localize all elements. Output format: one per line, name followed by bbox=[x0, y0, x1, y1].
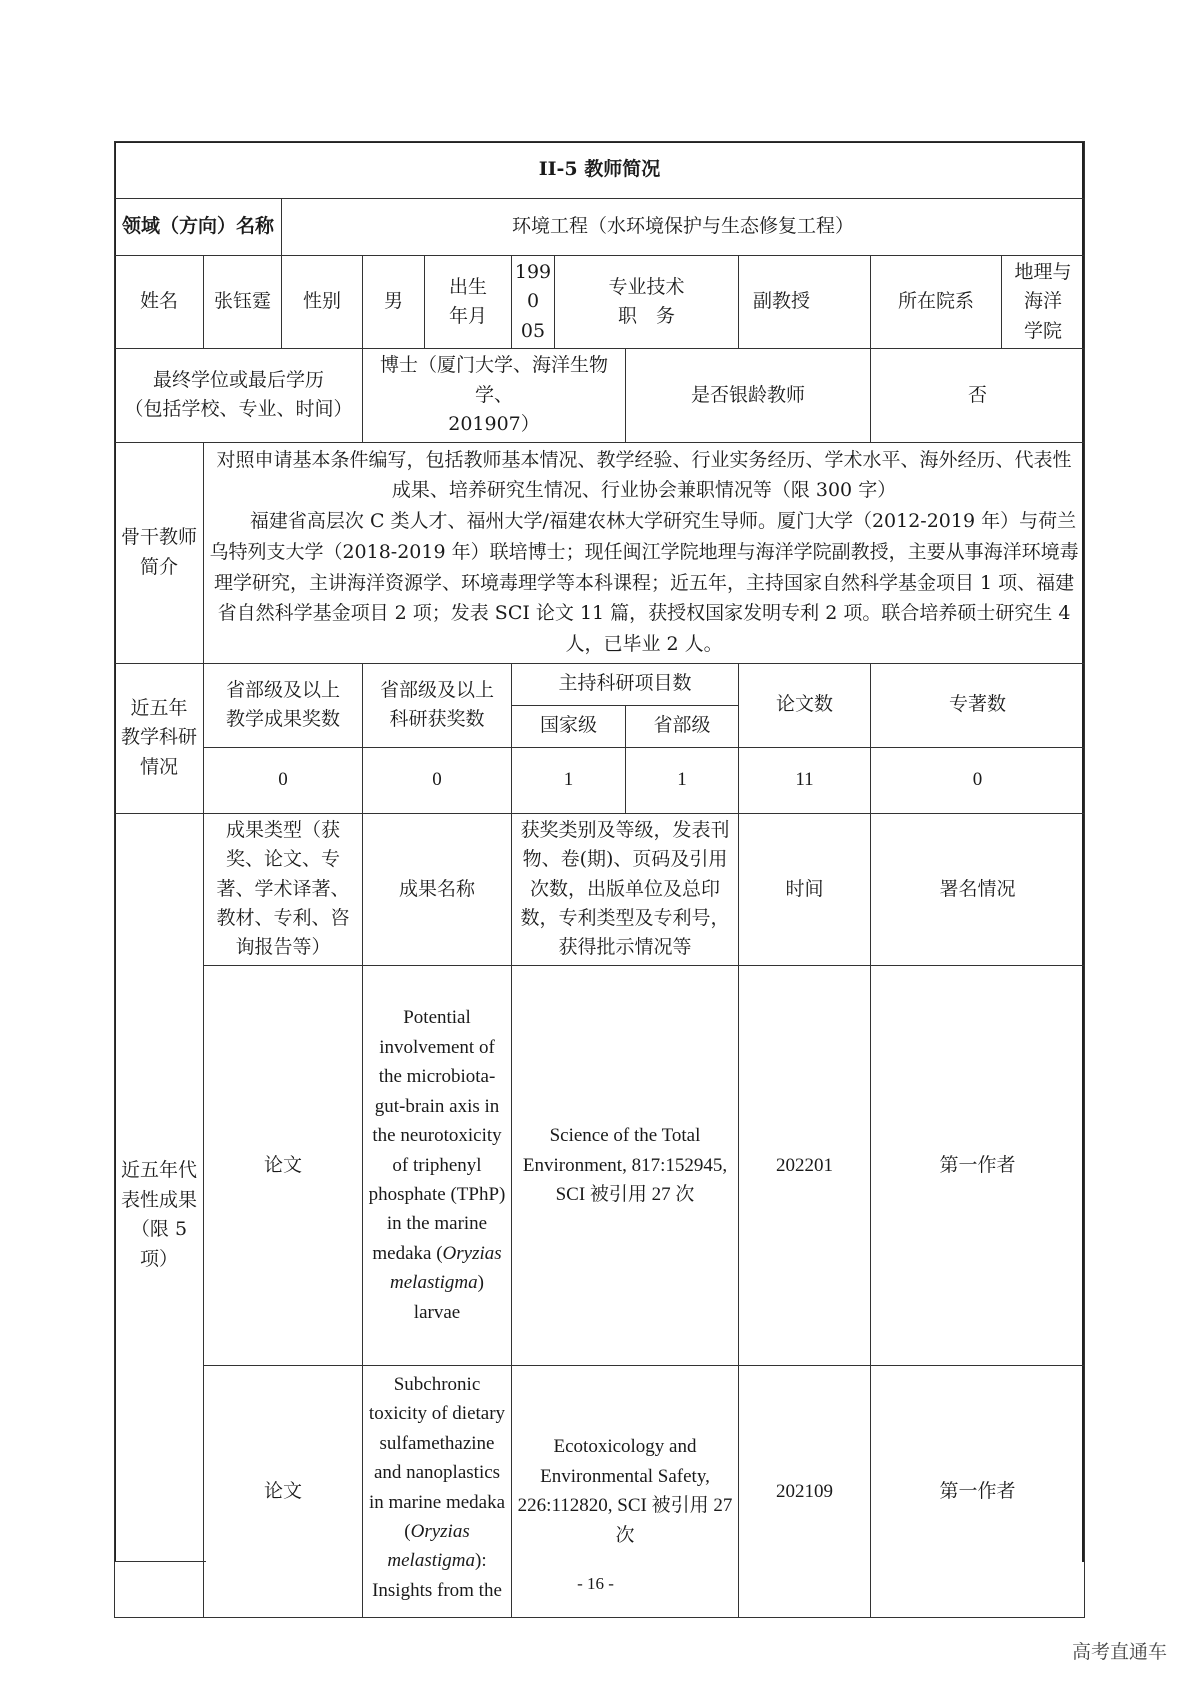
recent-label-line2: 教学科研 bbox=[120, 726, 197, 749]
achievement-type: 论文 bbox=[204, 965, 363, 1365]
achievements-label-line3: （限 5 项） bbox=[130, 1218, 188, 1270]
name-label: 姓名 bbox=[115, 256, 204, 349]
achievement-name bbox=[363, 965, 512, 1365]
papers-header: 论文数 bbox=[739, 663, 871, 747]
achievement-detail: Ecotoxicology and Environmental Safety, 226:112820, SCI 被引用 27 次 bbox=[512, 1365, 739, 1617]
intro-label-line2: 简介 bbox=[139, 555, 178, 578]
achievement-type: 论文 bbox=[204, 1365, 363, 1617]
dept-value-line2: 学院 bbox=[1024, 319, 1063, 342]
field-label: 领域（方向）名称 bbox=[115, 199, 282, 256]
table-row bbox=[115, 965, 1085, 1365]
achievement-name-text-end: ) larvae bbox=[413, 1272, 484, 1323]
page-number: - 16 - bbox=[577, 1574, 614, 1593]
achievement-name-text: Subchronic toxicity of dietary sulfamethazine and nanoplastics in marine medaka ( bbox=[368, 1373, 506, 1542]
achievement-time-header: 时间 bbox=[739, 813, 871, 965]
achievement-name-text: Potential involvement of the microbiota-gut-brain axis in the neurotoxicity of triphenyl phosphate (TPhP) in the marine medaka ( bbox=[368, 1007, 506, 1264]
silver-teacher-value: 否 bbox=[871, 349, 1085, 442]
dept-label: 所在院系 bbox=[871, 256, 1002, 349]
teaching-award-value: 0 bbox=[204, 747, 363, 813]
national-value: 1 bbox=[512, 747, 626, 813]
degree-value-line2: 201907） bbox=[448, 413, 540, 436]
title-label-line2: 职 务 bbox=[617, 305, 675, 328]
research-award-header-line2: 科研获奖数 bbox=[389, 708, 485, 731]
intro-text: 福建省高层次 C 类人才、福州大学/福建农林大学研究生导师。厦门大学（2012-2019 年）与荷兰乌特列支大学（2018-2019 年）联培博士；现任闽江学院地理与海洋学院副教授，主要从事海洋环境毒理学研究，主讲海洋资源学、环境毒理学等本科课程；近五年，主持国家自然科学基金项目 1 项、福建省自然科学基金项目 2 项；发表 SCI 论文 11 篇，获授权国家发明专利 2 项。联合培养硕士研究生 4 人，已毕业 2 人。 bbox=[209, 510, 1079, 656]
degree-value bbox=[363, 349, 626, 442]
papers-value: 11 bbox=[739, 747, 871, 813]
research-award-value: 0 bbox=[363, 747, 512, 813]
achievement-name-header: 成果名称 bbox=[363, 813, 512, 965]
title-value: 副教授 bbox=[739, 256, 871, 349]
achievement-detail: Science of the Total Environment, 817:152945, SCI 被引用 27 次 bbox=[512, 965, 739, 1365]
achievements-label-line2: 表性成果 bbox=[120, 1188, 197, 1211]
achievements-label-line1: 近五年代 bbox=[120, 1159, 197, 1182]
achievement-sign: 第一作者 bbox=[871, 965, 1085, 1365]
watermark-logo-text: 高考直通车 bbox=[1071, 1641, 1167, 1663]
degree-label bbox=[115, 349, 363, 442]
achievement-name-species: Oryzias melastigma bbox=[390, 1242, 502, 1294]
intro-label bbox=[115, 442, 204, 663]
research-award-header bbox=[363, 663, 512, 747]
recent-label-line1: 近五年 bbox=[130, 696, 188, 719]
books-header: 专著数 bbox=[871, 663, 1085, 747]
achievement-sign-header: 署名情况 bbox=[871, 813, 1085, 965]
achievement-time: 202109 bbox=[739, 1365, 871, 1617]
birth-label-line1: 出生 bbox=[448, 275, 487, 298]
provincial-value: 1 bbox=[626, 747, 739, 813]
dept-value bbox=[1002, 256, 1085, 349]
achievements-label bbox=[115, 813, 204, 1617]
birth-value-month: 05 bbox=[520, 319, 546, 342]
projects-header: 主持科研项目数 bbox=[512, 663, 739, 705]
table-cut-line bbox=[114, 1561, 206, 1562]
provincial-header: 省部级 bbox=[626, 705, 739, 747]
recent-label-line3: 情况 bbox=[139, 755, 178, 778]
achievement-name-species: Oryzias melastigma bbox=[387, 1521, 475, 1572]
degree-value-line1: 博士（厦门大学、海洋生物学、 bbox=[379, 354, 608, 406]
name-value: 张钰霆 bbox=[204, 256, 282, 349]
silver-teacher-label: 是否银龄教师 bbox=[626, 349, 871, 442]
achievement-detail-header: 获奖类别及等级，发表刊物、卷(期)、页码及引用次数，出版单位及总印数，专利类型及专利号，获得批示情况等 bbox=[512, 813, 739, 965]
teacher-profile-table bbox=[114, 141, 1085, 1618]
degree-label-line1: 最终学位或最后学历 bbox=[152, 369, 324, 392]
intro-note: 对照申请基本条件编写，包括教师基本情况、教学经验、行业实务经历、学术水平、海外经历、代表性成果、培养研究生情况、行业协会兼职情况等（限 300 字） bbox=[216, 448, 1072, 502]
achievement-sign: 第一作者 bbox=[871, 1365, 1085, 1617]
teaching-award-header bbox=[204, 663, 363, 747]
dept-value-line1: 地理与海洋 bbox=[1014, 261, 1072, 313]
birth-value bbox=[512, 256, 555, 349]
teaching-award-header-line1: 省部级及以上 bbox=[225, 678, 340, 701]
achievement-type-header: 成果类型（获奖、论文、专著、学术译著、教材、专利、咨询报告等） bbox=[204, 813, 363, 965]
books-value: 0 bbox=[871, 747, 1085, 813]
title-label bbox=[555, 256, 739, 349]
degree-label-line2: （包括学校、专业、时间） bbox=[124, 398, 353, 421]
title-label-line1: 专业技术 bbox=[608, 275, 685, 298]
gender-label: 性别 bbox=[282, 256, 363, 349]
field-value: 环境工程（水环境保护与生态修复工程） bbox=[282, 199, 1085, 256]
achievement-time: 202201 bbox=[739, 965, 871, 1365]
intro-label-line1: 骨干教师 bbox=[120, 526, 197, 549]
recent-label bbox=[115, 663, 204, 813]
research-award-header-line1: 省部级及以上 bbox=[379, 678, 494, 701]
achievement-name-text-end: ): Insights from the bbox=[372, 1550, 502, 1601]
birth-label-line2: 年月 bbox=[448, 305, 487, 328]
birth-label bbox=[425, 256, 512, 349]
intro-content bbox=[204, 442, 1085, 663]
birth-value-year: 1990 bbox=[514, 261, 552, 313]
gender-value: 男 bbox=[363, 256, 425, 349]
section-title: II-5 教师简况 bbox=[115, 142, 1085, 199]
teaching-award-header-line2: 教学成果奖数 bbox=[225, 708, 340, 731]
national-header: 国家级 bbox=[512, 705, 626, 747]
